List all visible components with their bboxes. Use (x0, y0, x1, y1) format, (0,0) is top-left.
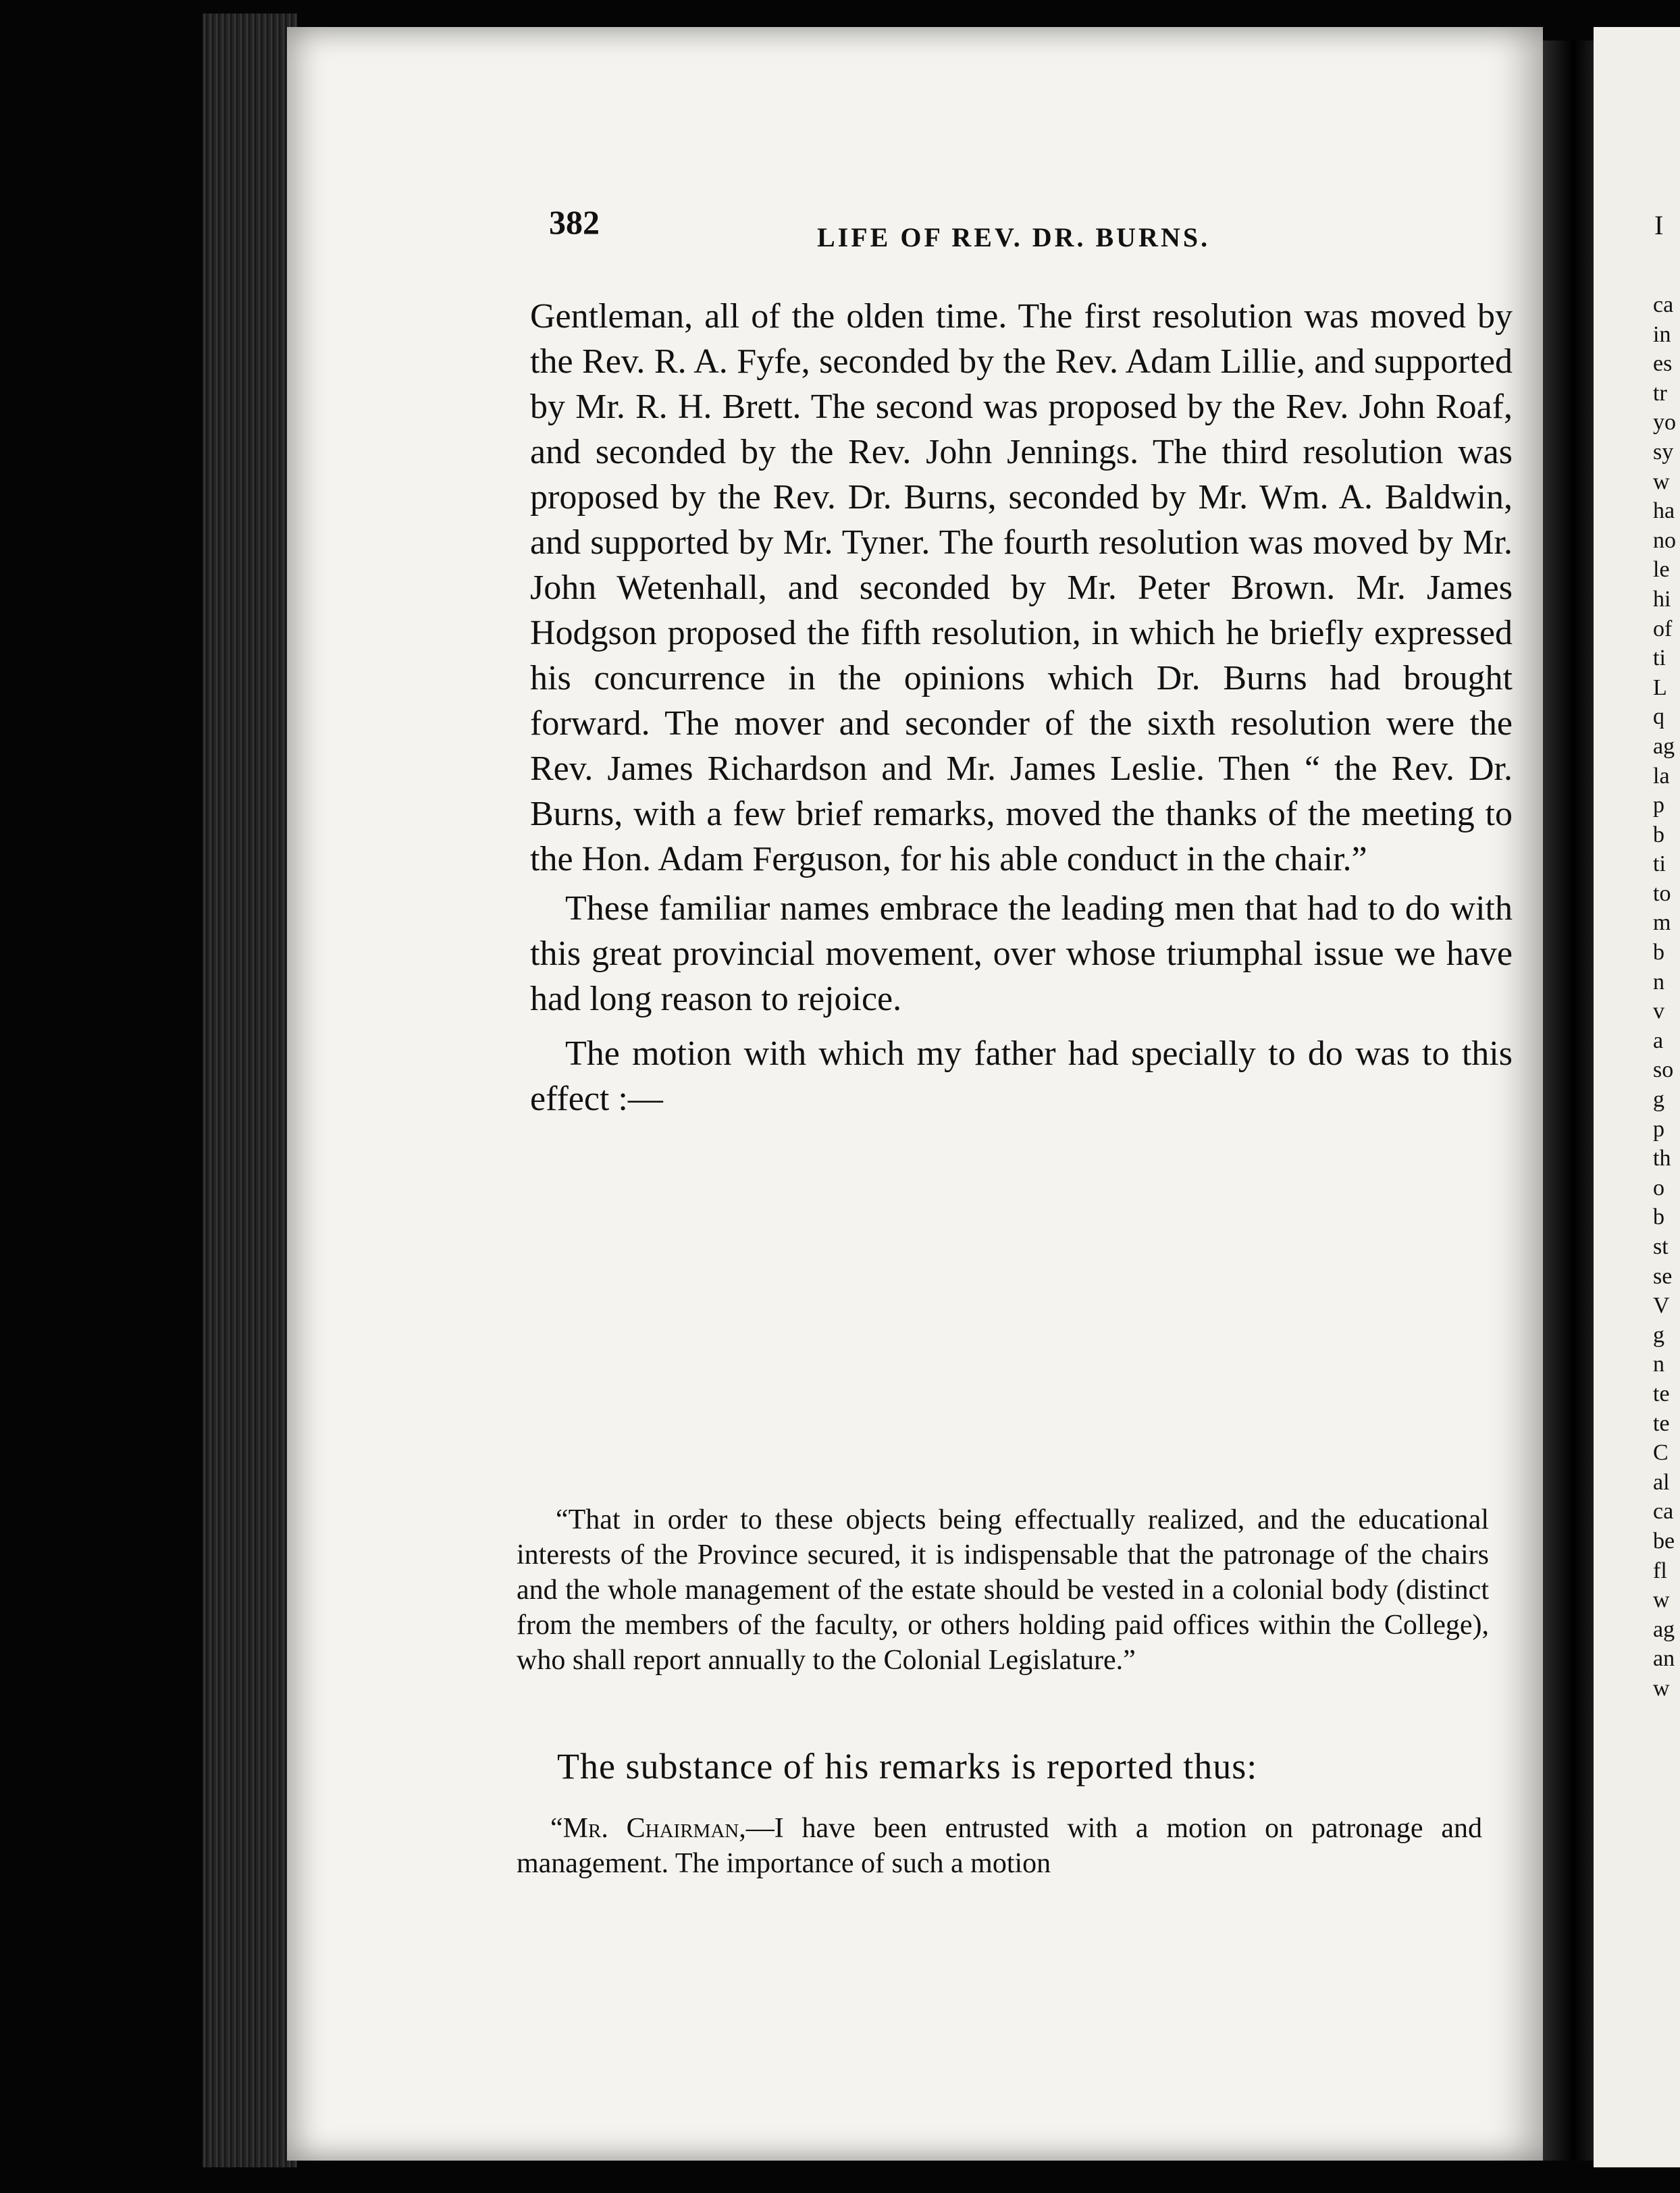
paragraph-resolutions: Gentleman, all of the olden time. The first resolution was moved by the Rev. R. A. Fyfe, seconded by the Rev. Adam Lillie, and supported by Mr. R. H. Brett. The second was proposed by the Rev. John Roaf, and seconded by the Rev. John Jennings. The third resolution was proposed by the Rev. Dr. Burns, seconded by Mr. Wm. A. Baldwin, and supported by Mr. Tyner. The fourth resolution was moved by Mr. John Wetenhall, and seconded by Mr. Peter Brown. Mr. James Hodgson proposed the fifth resolution, in which he briefly expressed his concurrence in the opinions which Dr. Burns had brought forward. The mover and seconder of the sixth resolution were the Rev. James Richardson and Mr. James Leslie. Then “ the Rev. Dr. Burns, with a few brief remarks, moved the thanks of the meeting to the Hon. Adam Ferguson, for his able conduct in the chair.” (530, 297, 1513, 878)
paragraph-familiar-names: These familiar names embrace the leading men that had to do with this great provincial movement, over whose triumphal issue we have had long reason to rejoice. (530, 889, 1513, 1018)
facing-page-header: I (1654, 210, 1664, 240)
book-gutter (1543, 41, 1594, 2161)
chairman-salutation: “Mr. Chairman, (550, 1813, 746, 1844)
main-text-block (530, 294, 1513, 1121)
paragraph-motion-intro: The motion with which my father had specially to do was to this effect :— (530, 1034, 1513, 1118)
facing-page-line-starts: ca in es tr yo sy w ha no le hi of ti L q ag la p b ti to m b n v a so g p th o b st se V g n te te C al ca be fl w ag an w (1653, 292, 1676, 1701)
motion-quote: “That in order to these objects being effectually realized, and the educational interests of the Province secured, it is indispensable that the patronage of the chairs and the whole management of the estate should be vested in a colonial body (distinct from the members of the faculty, or others holding paid offices within the College), who shall report annually to the Colonial Legislature.” (517, 1504, 1489, 1676)
chairman-remarks (517, 1811, 1482, 1881)
running-header-title: LIFE OF REV. DR. BURNS. (817, 222, 1211, 253)
page-number: 382 (549, 203, 600, 241)
substance-heading: The substance of his remarks is reported thus: (557, 1746, 1258, 1787)
chairman-text: —I have been entrusted with a motion on patronage and management. The importance of such a motion (517, 1813, 1483, 1879)
book-page-edges (203, 14, 297, 2167)
